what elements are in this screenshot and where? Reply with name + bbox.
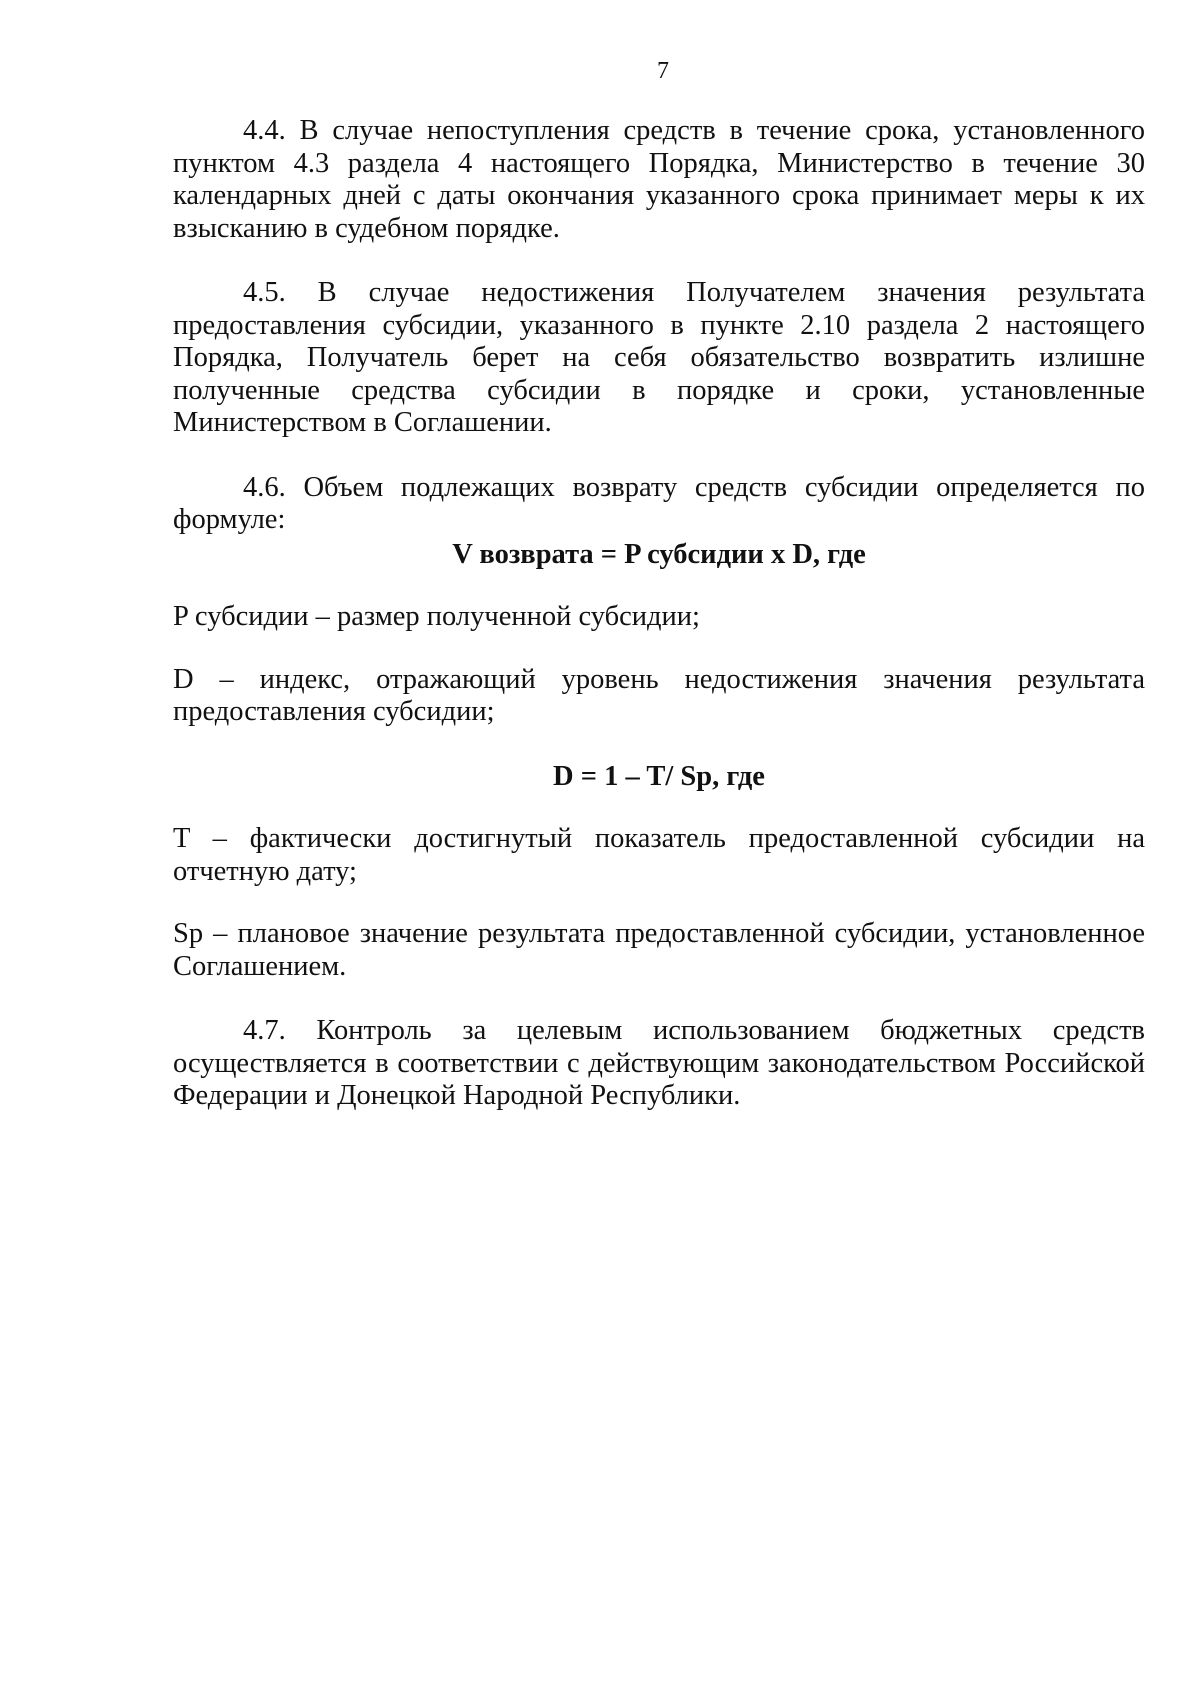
paragraph-4-7: 4.7. Контроль за целевым использованием бюджетных средств осуществляется в соответствии с действующим законодательством Российской Федерации и Донецкой Народной Республики. bbox=[173, 1015, 1145, 1111]
formula-d-index: D = 1 – T/ Sp, где bbox=[553, 760, 765, 792]
definition-sp-planned: Sp – плановое значение результата предоставленной субсидии, установленное Соглашением. bbox=[173, 918, 1145, 982]
page-number: 7 bbox=[657, 58, 669, 84]
paragraph-4-5: 4.5. В случае недостижения Получателем значения результата предоставления субсидии, указанного в пункте 2.10 раздела 2 настоящего Порядка, Получатель берет на себя обязательство возвратить излишне полученные средства субсидии в порядке и сроки, установленные Министерством в Соглашении. bbox=[173, 277, 1145, 438]
definition-p-subsidy: P субсидии – размер полученной субсидии; bbox=[173, 601, 700, 632]
paragraph-4-6: 4.6. Объем подлежащих возврату средств субсидии определяется по формуле: bbox=[173, 471, 1145, 535]
definition-t-indicator: T – фактически достигнутый показатель предоставленной субсидии на отчетную дату; bbox=[173, 823, 1145, 887]
document-body bbox=[173, 115, 1145, 1113]
paragraph-4-4: 4.4. В случае непоступления средств в течение срока, установленного пунктом 4.3 раздела 4 настоящего Порядка, Министерство в течение 30 календарных дней с даты окончания указанного срока принимает меры к их взысканию в судебном порядке. bbox=[173, 115, 1145, 244]
definition-d-index: D – индекс, отражающий уровень недостижения значения результата предоставления субсидии; bbox=[173, 663, 1145, 727]
formula-return-volume: V возврата = P субсидии x D, где bbox=[452, 538, 866, 570]
